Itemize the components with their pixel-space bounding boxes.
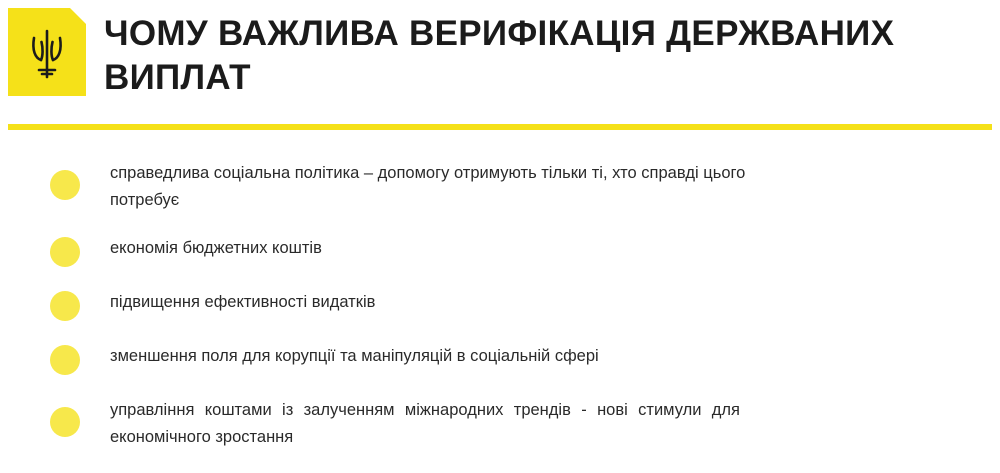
list-item-label: управління коштами із залученням міжнародних трендів - нові стимули для економічного зростання [110,401,740,447]
list-item [0,235,1000,267]
ukraine-trident-emblem-icon [8,8,86,96]
page-title: ЧОМУ ВАЖЛИВА ВЕРИФІКАЦІЯ ДЕРЖВАНИХ ВИПЛАТ [104,14,895,97]
list-item [0,397,1000,450]
corner-fold-decoration [70,8,86,24]
bullet-dot-icon [50,407,80,437]
list-item [0,289,1000,321]
trident-glyph-icon [27,26,67,82]
bullet-dot-icon [50,345,80,375]
list-item-label: справедлива соціальна політика – допомогу отримують тільки ті, хто справді цього потребує [110,164,746,209]
list-item-label: економія бюджетних коштів [110,239,322,258]
benefits-bullet-list [0,160,1000,473]
slide-header [0,0,1000,100]
header-divider [8,124,992,130]
list-item [0,160,1000,213]
list-item [0,343,1000,375]
bullet-dot-icon [50,170,80,200]
list-item-label: зменшення поля для корупції та манiпуляцій в соціальній сфері [110,347,599,366]
list-item-label: підвищення ефективності видатків [110,293,376,312]
bullet-dot-icon [50,237,80,267]
bullet-dot-icon [50,291,80,321]
